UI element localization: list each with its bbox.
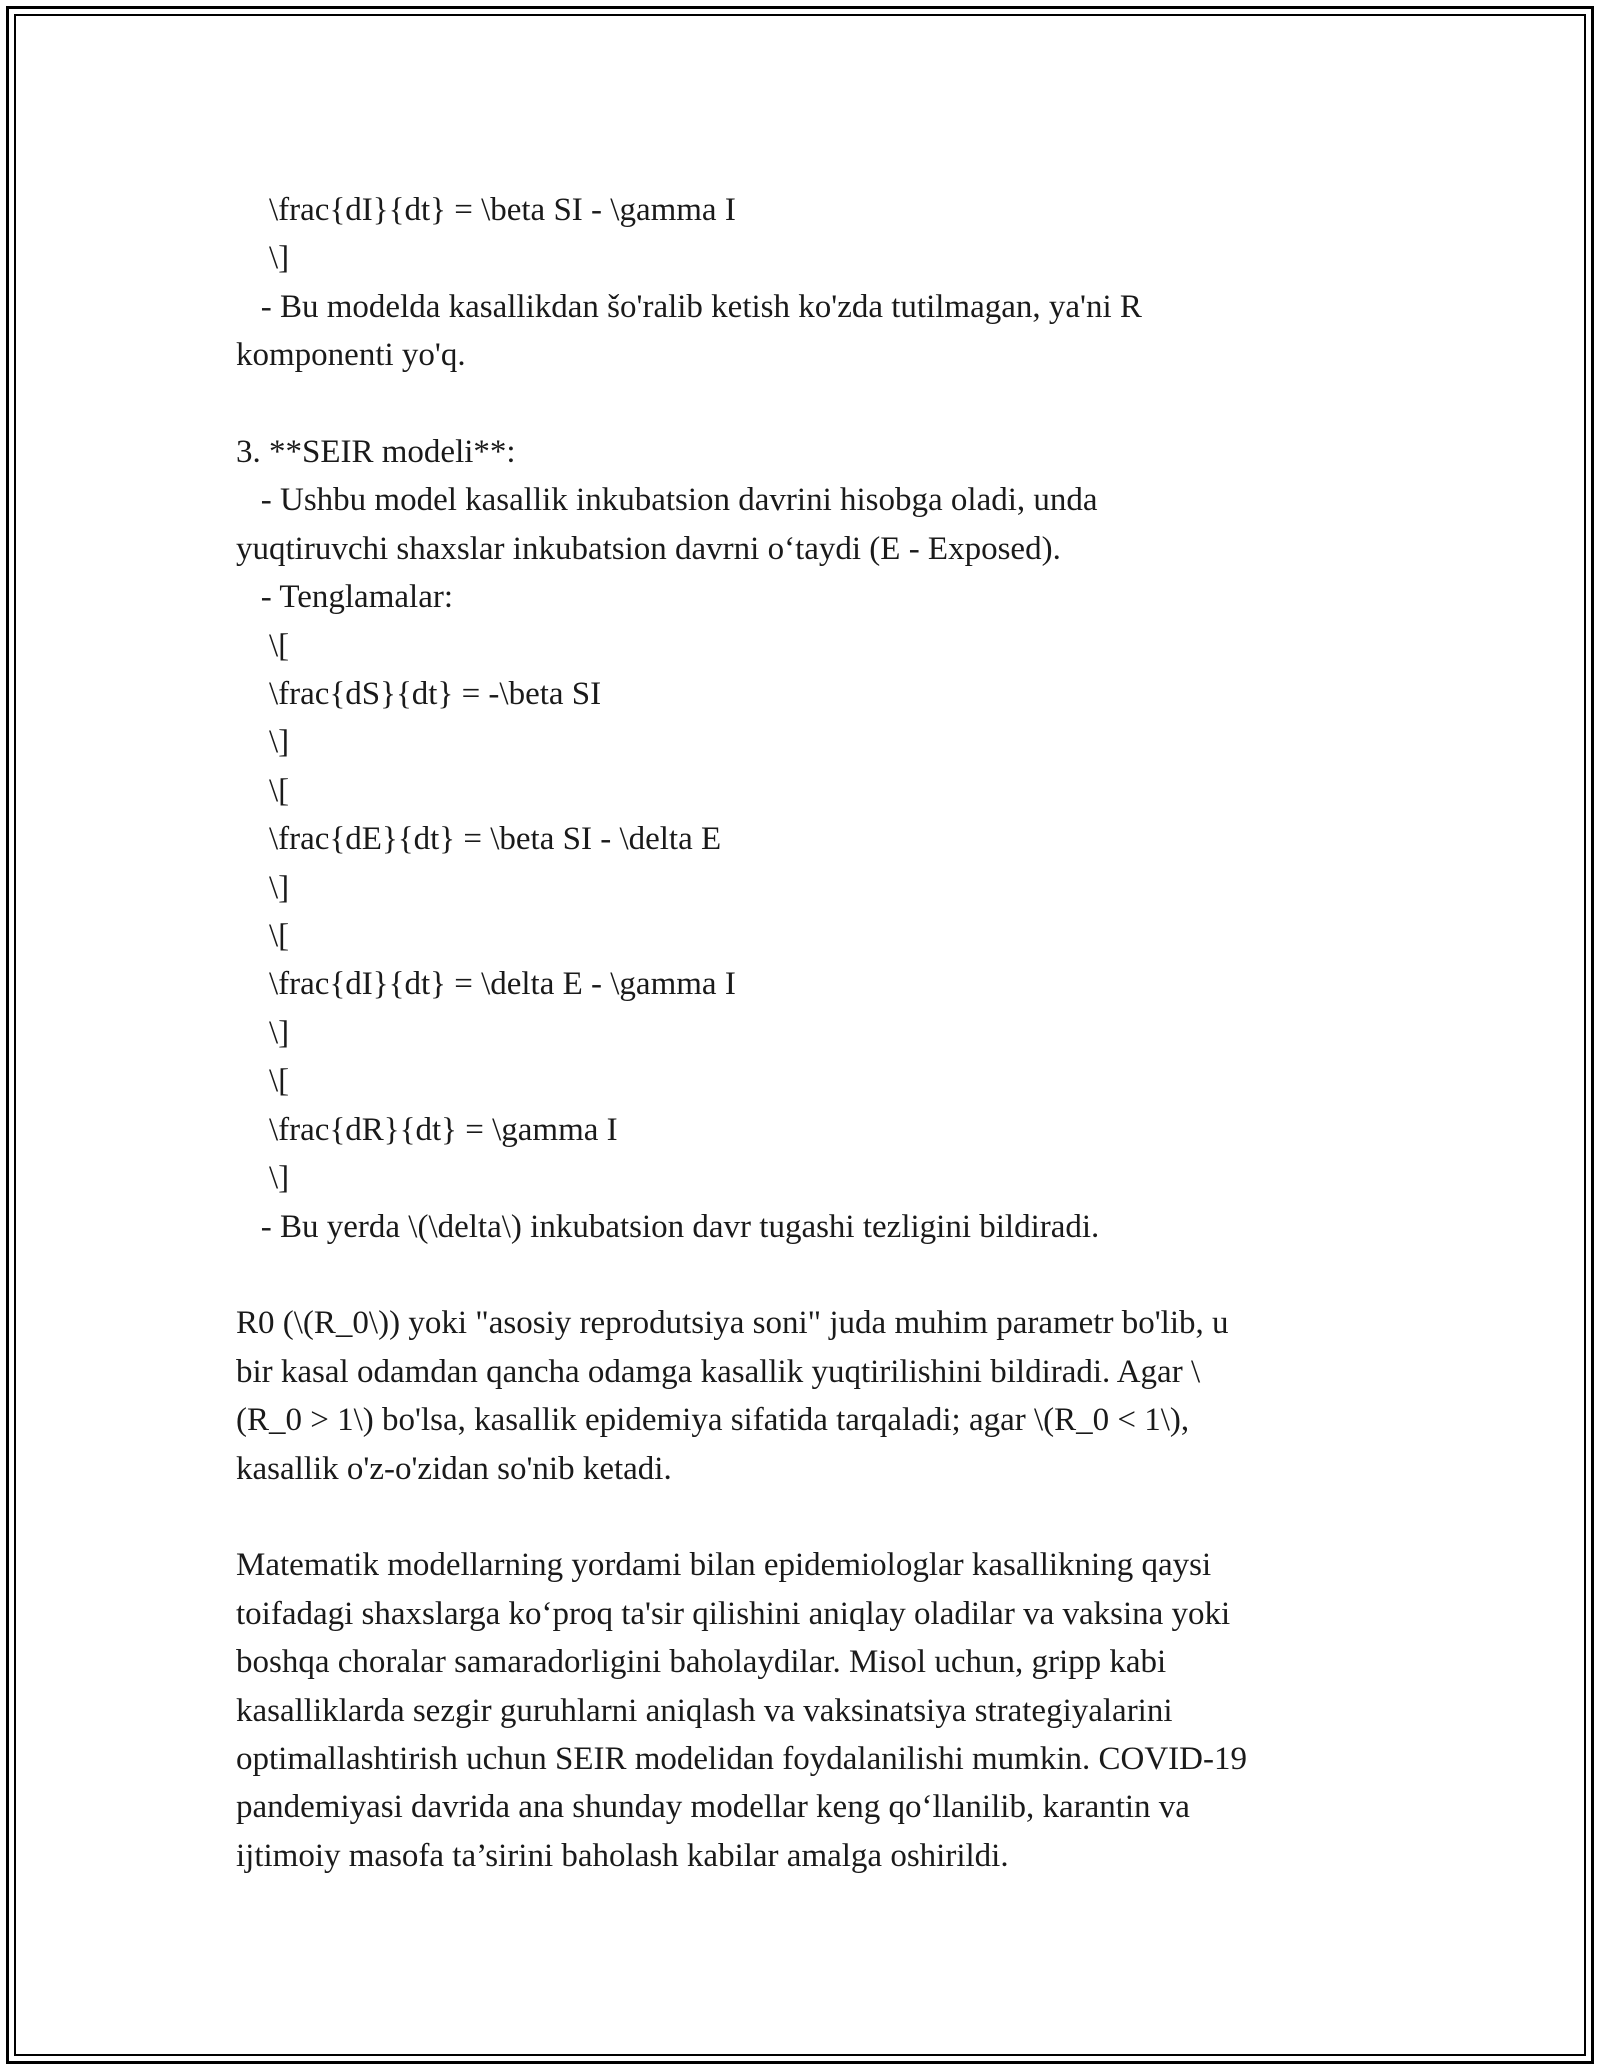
text-line: R0 (\(R_0\)) yoki "asosiy reprodutsiya soni" juda muhim parametr bo'lib, u bbox=[236, 1305, 1229, 1342]
equation-line: \frac{dI}{dt} = \delta E - \gamma I bbox=[236, 966, 736, 1003]
r0-paragraph bbox=[236, 1299, 1376, 1493]
equation-line: \frac{dS}{dt} = -\beta SI bbox=[236, 676, 602, 713]
text-line: kasallik o'z-o'zidan so'nib ketadi. bbox=[236, 1450, 672, 1487]
equation-line: \[ bbox=[236, 772, 290, 809]
text-line: komponenti yo'q. bbox=[236, 337, 466, 374]
blank-line bbox=[236, 380, 1376, 428]
text-line: \] bbox=[236, 240, 290, 277]
text-line: \frac{dI}{dt} = \beta SI - \gamma I bbox=[236, 192, 736, 228]
equation-line: \[ bbox=[236, 627, 290, 664]
text-line: pandemiyasi davrida ana shunday modellar keng qo‘llanilib, karantin va bbox=[236, 1789, 1190, 1826]
text-line: boshqa choralar samaradorligini baholaydilar. Misol uchun, gripp kabi bbox=[236, 1644, 1167, 1681]
text-line: ijtimoiy masofa ta’sirini baholash kabilar amalga oshirildi. bbox=[236, 1837, 1009, 1874]
final-paragraph bbox=[236, 1541, 1376, 1880]
text-line: - Bu modelda kasallikdan šo'ralib ketish ko'zda tutilmagan, ya'ni R bbox=[236, 288, 1142, 325]
equations-section bbox=[236, 186, 1376, 1251]
equation-line: \] bbox=[236, 869, 290, 906]
text-line: Matematik modellarning yordami bilan epidemiologlar kasallikning qaysi bbox=[236, 1547, 1212, 1584]
paragraph-spacer bbox=[236, 1251, 1376, 1299]
text-line: (R_0 > 1\) bo'lsa, kasallik epidemiya sifatida tarqaladi; agar \(R_0 < 1\), bbox=[236, 1402, 1190, 1439]
document-body bbox=[236, 186, 1376, 1880]
text-line: bir kasal odamdan qancha odamga kasallik yuqtirilishini bildiradi. Agar \ bbox=[236, 1353, 1201, 1390]
text-line: yuqtiruvchi shaxslar inkubatsion davrni o‘taydi (E - Exposed). bbox=[236, 530, 1061, 567]
equation-line: \] bbox=[236, 724, 290, 761]
text-line: toifadagi shaxslarga ko‘proq ta'sir qilishini aniqlay oladilar va vaksina yoki bbox=[236, 1595, 1231, 1632]
equation-line: \frac{dE}{dt} = \beta SI - \delta E bbox=[236, 821, 722, 858]
text-line: kasalliklarda sezgir guruhlarni aniqlash va vaksinatsiya strategiyalarini bbox=[236, 1692, 1173, 1729]
equation-line: \] bbox=[236, 1014, 290, 1051]
equation-line: \frac{dR}{dt} = \gamma I bbox=[236, 1111, 618, 1148]
section-heading: 3. **SEIR modeli**: bbox=[236, 434, 516, 471]
equation-line: \[ bbox=[236, 918, 290, 955]
equation-line: \[ bbox=[236, 1063, 290, 1100]
text-line: - Tenglamalar: bbox=[236, 579, 453, 616]
paragraph-spacer bbox=[236, 1493, 1376, 1541]
text-line: optimallashtirish uchun SEIR modelidan foydalanilishi mumkin. COVID-19 bbox=[236, 1740, 1247, 1777]
text-line: - Ushbu model kasallik inkubatsion davrini hisobga oladi, unda bbox=[236, 482, 1098, 519]
text-line: - Bu yerda \(\delta\) inkubatsion davr tugashi tezligini bildiradi. bbox=[236, 1208, 1100, 1245]
equation-line: \] bbox=[236, 1160, 290, 1197]
